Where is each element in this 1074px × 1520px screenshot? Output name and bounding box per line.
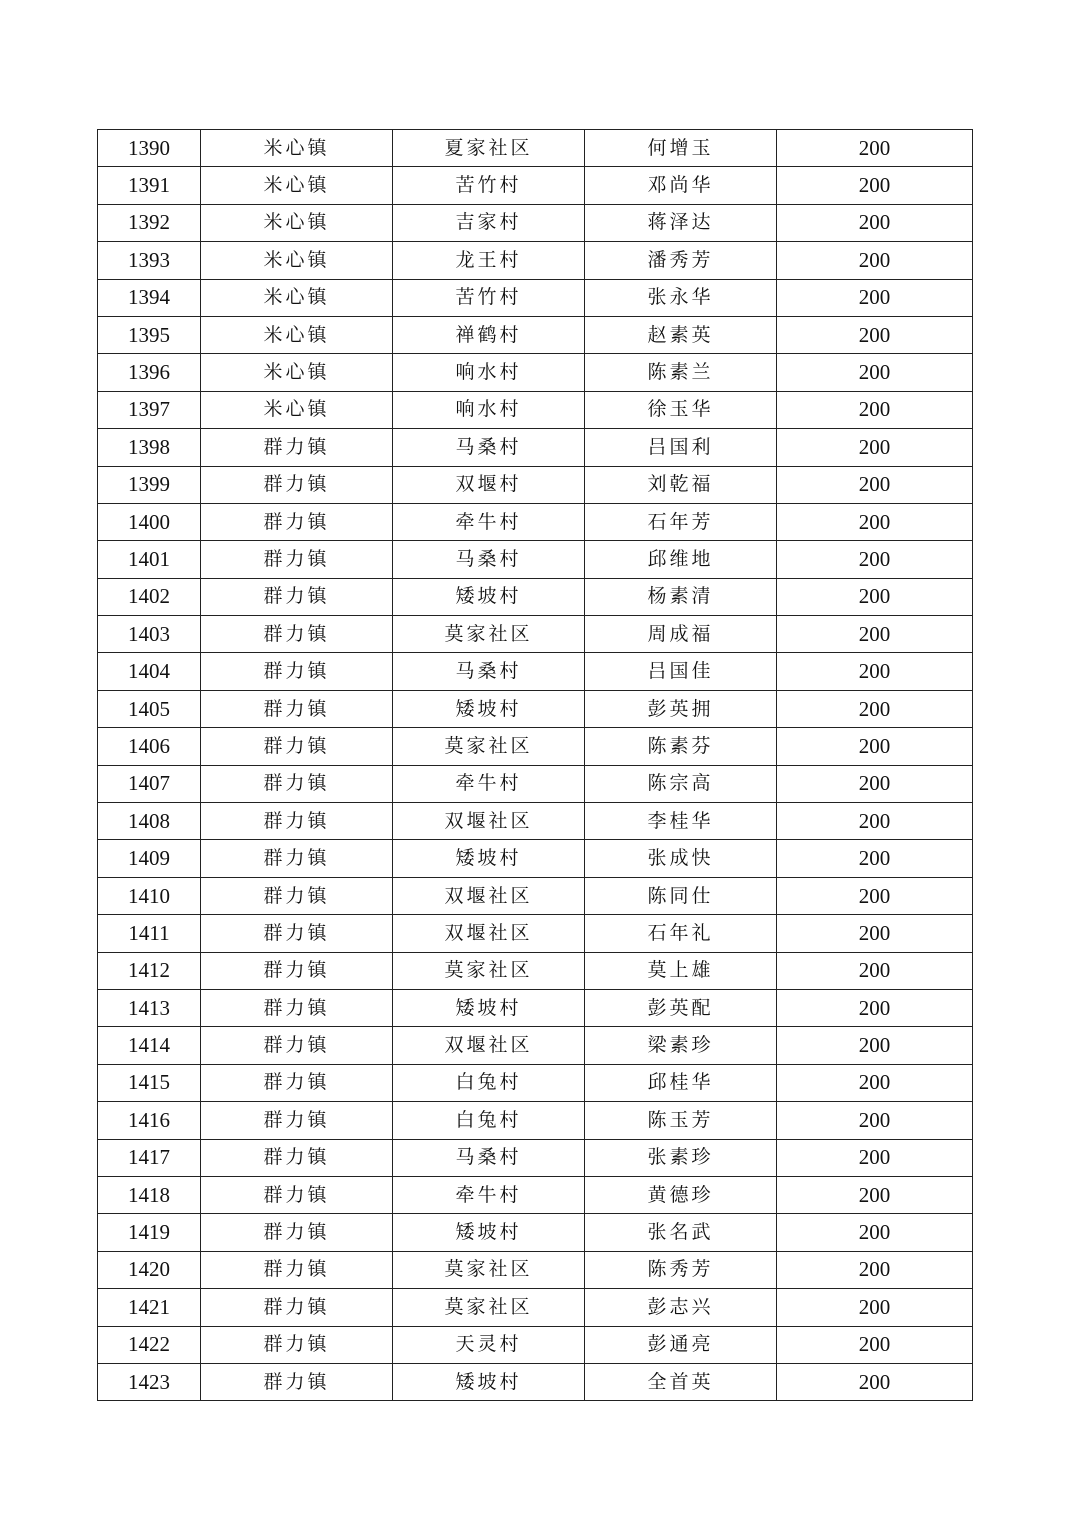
cell-village: 牵牛村 xyxy=(393,1176,585,1213)
table-row xyxy=(98,466,973,503)
cell-village: 莫家社区 xyxy=(393,952,585,989)
cell-amount: 200 xyxy=(777,1214,973,1251)
cell-person-name: 张永华 xyxy=(585,279,777,316)
cell-village: 马桑村 xyxy=(393,1139,585,1176)
cell-village: 苦竹村 xyxy=(393,167,585,204)
cell-village: 莫家社区 xyxy=(393,728,585,765)
cell-village: 牵牛村 xyxy=(393,765,585,802)
cell-amount: 200 xyxy=(777,616,973,653)
cell-serial-number: 1401 xyxy=(98,541,201,578)
cell-amount: 200 xyxy=(777,728,973,765)
table-row xyxy=(98,915,973,952)
cell-amount: 200 xyxy=(777,840,973,877)
cell-village: 龙王村 xyxy=(393,242,585,279)
cell-serial-number: 1418 xyxy=(98,1176,201,1213)
cell-town: 群力镇 xyxy=(201,503,393,540)
cell-serial-number: 1408 xyxy=(98,803,201,840)
cell-person-name: 邱维地 xyxy=(585,541,777,578)
cell-village: 双堰社区 xyxy=(393,1027,585,1064)
cell-serial-number: 1394 xyxy=(98,279,201,316)
cell-serial-number: 1397 xyxy=(98,391,201,428)
cell-serial-number: 1403 xyxy=(98,616,201,653)
table-row xyxy=(98,653,973,690)
cell-town: 群力镇 xyxy=(201,728,393,765)
cell-person-name: 刘乾福 xyxy=(585,466,777,503)
cell-serial-number: 1412 xyxy=(98,952,201,989)
cell-town: 米心镇 xyxy=(201,242,393,279)
cell-person-name: 邱桂华 xyxy=(585,1064,777,1101)
cell-village: 矮坡村 xyxy=(393,1363,585,1400)
cell-town: 群力镇 xyxy=(201,915,393,952)
cell-person-name: 全首英 xyxy=(585,1363,777,1400)
cell-village: 矮坡村 xyxy=(393,690,585,727)
cell-town: 群力镇 xyxy=(201,1139,393,1176)
cell-town: 群力镇 xyxy=(201,1363,393,1400)
cell-town: 群力镇 xyxy=(201,989,393,1026)
cell-serial-number: 1402 xyxy=(98,578,201,615)
cell-serial-number: 1390 xyxy=(98,130,201,167)
cell-serial-number: 1420 xyxy=(98,1251,201,1288)
cell-person-name: 潘秀芳 xyxy=(585,242,777,279)
cell-amount: 200 xyxy=(777,204,973,241)
cell-amount: 200 xyxy=(777,1326,973,1363)
table-row xyxy=(98,354,973,391)
table-row xyxy=(98,1064,973,1101)
cell-amount: 200 xyxy=(777,503,973,540)
cell-town: 群力镇 xyxy=(201,765,393,802)
cell-person-name: 梁素珍 xyxy=(585,1027,777,1064)
cell-village: 莫家社区 xyxy=(393,1289,585,1326)
cell-serial-number: 1399 xyxy=(98,466,201,503)
cell-person-name: 吕国利 xyxy=(585,429,777,466)
cell-amount: 200 xyxy=(777,690,973,727)
cell-serial-number: 1410 xyxy=(98,877,201,914)
cell-serial-number: 1415 xyxy=(98,1064,201,1101)
table-row xyxy=(98,1027,973,1064)
table-row xyxy=(98,1139,973,1176)
cell-person-name: 石年礼 xyxy=(585,915,777,952)
cell-amount: 200 xyxy=(777,952,973,989)
cell-serial-number: 1405 xyxy=(98,690,201,727)
cell-person-name: 陈素兰 xyxy=(585,354,777,391)
cell-serial-number: 1400 xyxy=(98,503,201,540)
cell-serial-number: 1395 xyxy=(98,316,201,353)
cell-person-name: 陈宗高 xyxy=(585,765,777,802)
cell-person-name: 张成快 xyxy=(585,840,777,877)
cell-serial-number: 1422 xyxy=(98,1326,201,1363)
cell-serial-number: 1421 xyxy=(98,1289,201,1326)
table-row xyxy=(98,728,973,765)
cell-town: 米心镇 xyxy=(201,316,393,353)
cell-amount: 200 xyxy=(777,653,973,690)
cell-town: 群力镇 xyxy=(201,1251,393,1288)
cell-person-name: 赵素英 xyxy=(585,316,777,353)
cell-amount: 200 xyxy=(777,429,973,466)
table-row xyxy=(98,1214,973,1251)
table-row xyxy=(98,1326,973,1363)
cell-town: 群力镇 xyxy=(201,616,393,653)
cell-person-name: 张素珍 xyxy=(585,1139,777,1176)
cell-village: 双堰村 xyxy=(393,466,585,503)
cell-person-name: 彭志兴 xyxy=(585,1289,777,1326)
cell-town: 群力镇 xyxy=(201,466,393,503)
cell-village: 矮坡村 xyxy=(393,989,585,1026)
table-row xyxy=(98,1363,973,1400)
cell-amount: 200 xyxy=(777,765,973,802)
cell-amount: 200 xyxy=(777,391,973,428)
table-row xyxy=(98,840,973,877)
cell-person-name: 陈同仕 xyxy=(585,877,777,914)
cell-person-name: 张名武 xyxy=(585,1214,777,1251)
cell-town: 群力镇 xyxy=(201,1176,393,1213)
cell-town: 群力镇 xyxy=(201,803,393,840)
cell-town: 米心镇 xyxy=(201,204,393,241)
cell-person-name: 陈玉芳 xyxy=(585,1102,777,1139)
table-row xyxy=(98,765,973,802)
cell-village: 白兔村 xyxy=(393,1102,585,1139)
table-row xyxy=(98,803,973,840)
cell-village: 白兔村 xyxy=(393,1064,585,1101)
cell-town: 米心镇 xyxy=(201,167,393,204)
cell-person-name: 彭英配 xyxy=(585,989,777,1026)
cell-serial-number: 1423 xyxy=(98,1363,201,1400)
cell-village: 吉家村 xyxy=(393,204,585,241)
cell-person-name: 黄德珍 xyxy=(585,1176,777,1213)
cell-village: 夏家社区 xyxy=(393,130,585,167)
cell-amount: 200 xyxy=(777,279,973,316)
cell-village: 禅鹤村 xyxy=(393,316,585,353)
cell-amount: 200 xyxy=(777,167,973,204)
table-row xyxy=(98,541,973,578)
cell-amount: 200 xyxy=(777,1139,973,1176)
cell-amount: 200 xyxy=(777,242,973,279)
cell-town: 群力镇 xyxy=(201,1289,393,1326)
cell-serial-number: 1398 xyxy=(98,429,201,466)
table-row xyxy=(98,952,973,989)
cell-village: 矮坡村 xyxy=(393,1214,585,1251)
cell-amount: 200 xyxy=(777,1289,973,1326)
cell-serial-number: 1396 xyxy=(98,354,201,391)
table-row xyxy=(98,503,973,540)
cell-village: 马桑村 xyxy=(393,541,585,578)
cell-serial-number: 1419 xyxy=(98,1214,201,1251)
cell-village: 响水村 xyxy=(393,391,585,428)
cell-town: 米心镇 xyxy=(201,130,393,167)
cell-person-name: 陈素芬 xyxy=(585,728,777,765)
cell-person-name: 陈秀芳 xyxy=(585,1251,777,1288)
cell-village: 矮坡村 xyxy=(393,578,585,615)
table-row xyxy=(98,391,973,428)
cell-amount: 200 xyxy=(777,1102,973,1139)
table-row xyxy=(98,1176,973,1213)
cell-amount: 200 xyxy=(777,1363,973,1400)
cell-town: 米心镇 xyxy=(201,391,393,428)
cell-serial-number: 1416 xyxy=(98,1102,201,1139)
cell-amount: 200 xyxy=(777,466,973,503)
table-row xyxy=(98,167,973,204)
cell-person-name: 石年芳 xyxy=(585,503,777,540)
table-row xyxy=(98,578,973,615)
cell-village: 矮坡村 xyxy=(393,840,585,877)
cell-village: 响水村 xyxy=(393,354,585,391)
cell-person-name: 李桂华 xyxy=(585,803,777,840)
cell-town: 群力镇 xyxy=(201,653,393,690)
cell-amount: 200 xyxy=(777,578,973,615)
cell-town: 群力镇 xyxy=(201,578,393,615)
table-row xyxy=(98,616,973,653)
cell-village: 马桑村 xyxy=(393,653,585,690)
cell-amount: 200 xyxy=(777,316,973,353)
cell-person-name: 徐玉华 xyxy=(585,391,777,428)
cell-village: 双堰社区 xyxy=(393,915,585,952)
table-row xyxy=(98,1289,973,1326)
cell-town: 群力镇 xyxy=(201,1064,393,1101)
cell-person-name: 邓尚华 xyxy=(585,167,777,204)
cell-amount: 200 xyxy=(777,803,973,840)
cell-town: 群力镇 xyxy=(201,1214,393,1251)
cell-village: 苦竹村 xyxy=(393,279,585,316)
cell-person-name: 莫上雄 xyxy=(585,952,777,989)
table-row xyxy=(98,316,973,353)
cell-town: 群力镇 xyxy=(201,541,393,578)
cell-person-name: 吕国佳 xyxy=(585,653,777,690)
cell-village: 天灵村 xyxy=(393,1326,585,1363)
cell-serial-number: 1409 xyxy=(98,840,201,877)
cell-amount: 200 xyxy=(777,989,973,1026)
cell-serial-number: 1413 xyxy=(98,989,201,1026)
cell-town: 群力镇 xyxy=(201,1102,393,1139)
table-row xyxy=(98,429,973,466)
cell-person-name: 蒋泽达 xyxy=(585,204,777,241)
table-row xyxy=(98,242,973,279)
cell-person-name: 彭英拥 xyxy=(585,690,777,727)
cell-town: 群力镇 xyxy=(201,690,393,727)
cell-town: 米心镇 xyxy=(201,354,393,391)
table-row xyxy=(98,279,973,316)
cell-person-name: 杨素清 xyxy=(585,578,777,615)
cell-town: 群力镇 xyxy=(201,840,393,877)
cell-amount: 200 xyxy=(777,541,973,578)
cell-serial-number: 1406 xyxy=(98,728,201,765)
cell-amount: 200 xyxy=(777,354,973,391)
cell-village: 牵牛村 xyxy=(393,503,585,540)
roster-table-body xyxy=(98,130,973,1401)
cell-village: 莫家社区 xyxy=(393,616,585,653)
cell-amount: 200 xyxy=(777,915,973,952)
cell-amount: 200 xyxy=(777,1064,973,1101)
cell-town: 群力镇 xyxy=(201,1326,393,1363)
cell-town: 群力镇 xyxy=(201,952,393,989)
cell-serial-number: 1391 xyxy=(98,167,201,204)
cell-town: 群力镇 xyxy=(201,877,393,914)
cell-serial-number: 1407 xyxy=(98,765,201,802)
cell-amount: 200 xyxy=(777,877,973,914)
cell-serial-number: 1404 xyxy=(98,653,201,690)
cell-serial-number: 1393 xyxy=(98,242,201,279)
cell-village: 双堰社区 xyxy=(393,877,585,914)
table-row xyxy=(98,204,973,241)
cell-serial-number: 1392 xyxy=(98,204,201,241)
cell-village: 莫家社区 xyxy=(393,1251,585,1288)
cell-town: 米心镇 xyxy=(201,279,393,316)
table-row xyxy=(98,989,973,1026)
table-row xyxy=(98,130,973,167)
cell-town: 群力镇 xyxy=(201,1027,393,1064)
cell-serial-number: 1414 xyxy=(98,1027,201,1064)
cell-amount: 200 xyxy=(777,1251,973,1288)
cell-person-name: 何增玉 xyxy=(585,130,777,167)
table-row xyxy=(98,690,973,727)
cell-serial-number: 1411 xyxy=(98,915,201,952)
roster-table xyxy=(97,129,973,1401)
cell-village: 马桑村 xyxy=(393,429,585,466)
table-row xyxy=(98,1102,973,1139)
cell-amount: 200 xyxy=(777,130,973,167)
cell-person-name: 周成福 xyxy=(585,616,777,653)
cell-town: 群力镇 xyxy=(201,429,393,466)
cell-serial-number: 1417 xyxy=(98,1139,201,1176)
cell-amount: 200 xyxy=(777,1027,973,1064)
cell-person-name: 彭通亮 xyxy=(585,1326,777,1363)
cell-amount: 200 xyxy=(777,1176,973,1213)
table-row xyxy=(98,1251,973,1288)
cell-village: 双堰社区 xyxy=(393,803,585,840)
table-row xyxy=(98,877,973,914)
